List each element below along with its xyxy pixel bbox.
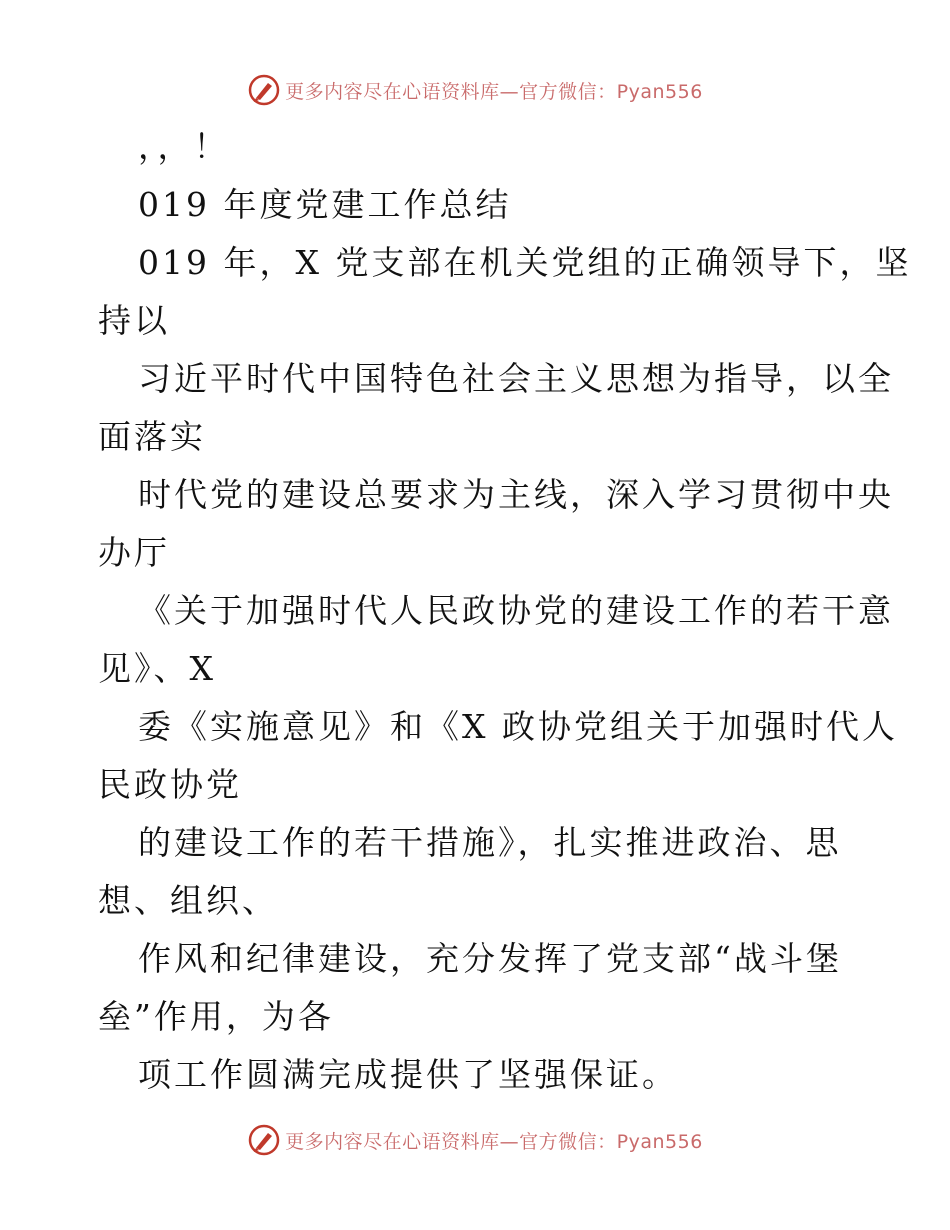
- pen-logo-icon: [247, 1123, 281, 1157]
- text-line: 垒”作用，为各: [98, 997, 334, 1036]
- text-line: ，，！: [138, 127, 230, 166]
- text-line: 委《实施意见》和《X 政协党组关于加强时代人: [138, 707, 898, 746]
- text-line: 想、组织、: [98, 881, 278, 920]
- text-line: 的建设工作的若干措施》，扎实推进政治、思: [138, 823, 842, 862]
- text-line: 《关于加强时代人民政协党的建设工作的若干意: [138, 591, 894, 630]
- text-line: 习近平时代中国特色社会主义思想为指导，以全: [138, 359, 894, 398]
- text-line: 019 年度党建工作总结: [138, 185, 512, 224]
- header-banner: [0, 70, 950, 110]
- text-line: 见》、X: [98, 649, 216, 688]
- text-line: 持以: [98, 301, 170, 340]
- document-body: [98, 118, 912, 1104]
- text-line: 019 年，X 党支部在机关党组的正确领导下，坚: [138, 243, 912, 282]
- text-line: 民政协党: [98, 765, 242, 804]
- footer-banner: [0, 1120, 950, 1160]
- header-banner-text: 更多内容尽在心语资料库—官方微信：Pyan556: [285, 80, 703, 103]
- footer-banner-text: 更多内容尽在心语资料库—官方微信：Pyan556: [285, 1130, 703, 1153]
- text-line: 时代党的建设总要求为主线，深入学习贯彻中央: [138, 475, 894, 514]
- text-line: 作风和纪律建设，充分发挥了党支部“战斗堡: [138, 939, 842, 978]
- text-line: 面落实: [98, 417, 206, 456]
- pen-logo-icon: [247, 73, 281, 107]
- text-line: 办厅: [98, 533, 170, 572]
- text-line: 项工作圆满完成提供了坚强保证。: [138, 1055, 678, 1094]
